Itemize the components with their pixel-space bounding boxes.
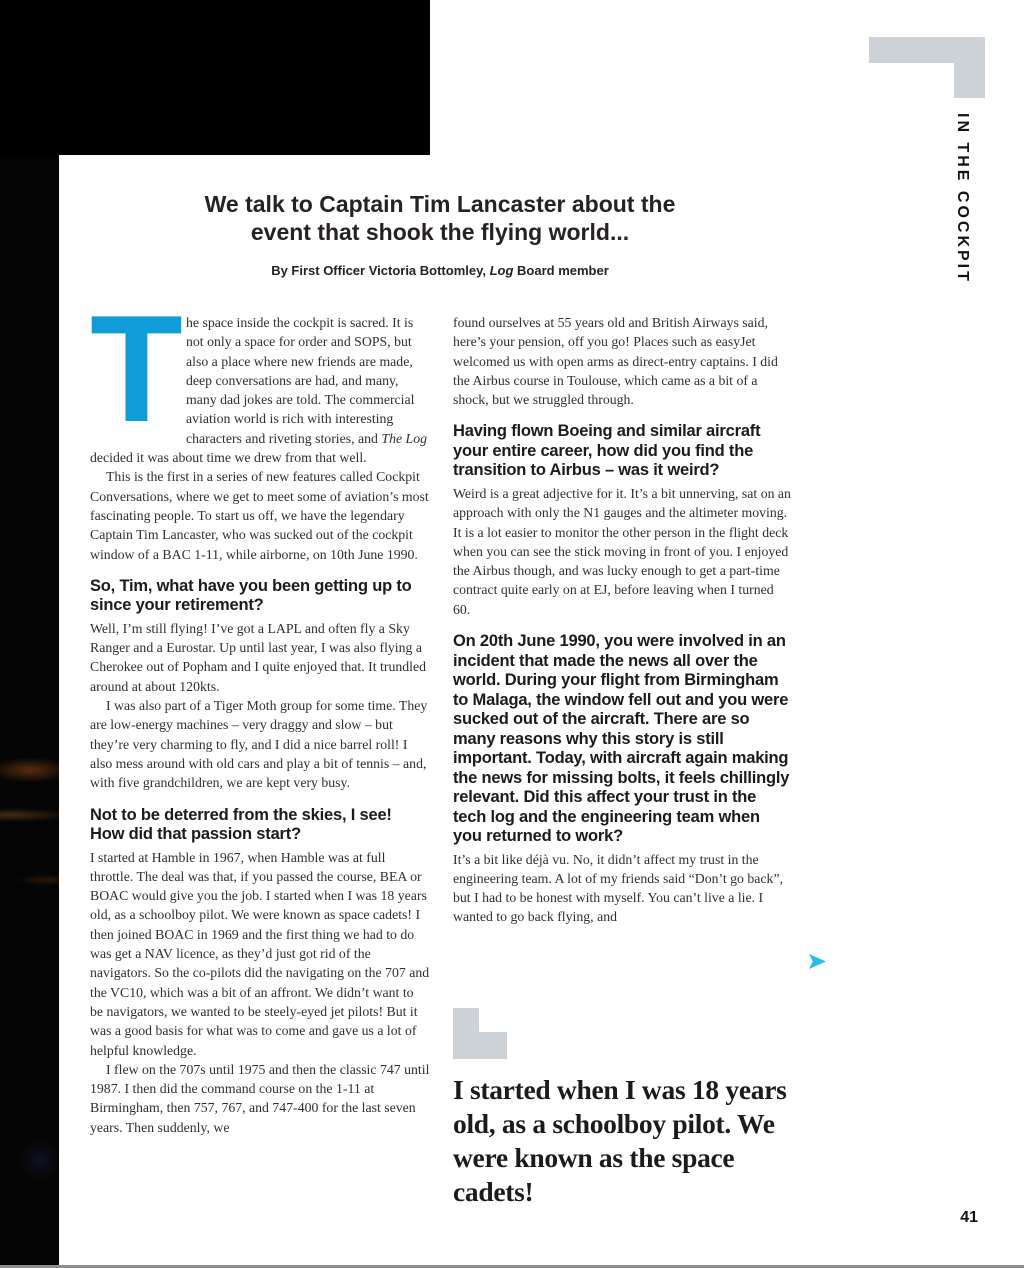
answer-2-paragraph-1: I started at Hamble in 1967, when Hamble was at full throttle. The deal was that, if you passed the course, BEA or BOAC would give you the job. I started when I was 18 years old, as a schoolboy pilot. We were known as space cadets! I then joined BOAC in 1969 and the first thing we had to do was get a NAV licence, as they’d just got rid of the navigators. So the co-pilots did the navigating on the 707 and the VC10, which was a bit of an affront. We didn’t want to be navigators, we wanted to be steely-eyed jet pilots! But it was a good basis for what was to come and gave us a lot of helpful knowledge. <box>90 849 430 1058</box>
answer-1-paragraph-1: Well, I’m still flying! I’ve got a LAPL and often fly a Sky Ranger and a Eurostar. Up until last year, I was also flying a Cherokee out of Popham and I quite enjoyed that. It trundled around at about 120kts. <box>90 620 427 694</box>
quote-mark-icon <box>453 1008 507 1059</box>
quote-mark-foot <box>479 1032 507 1059</box>
pullquote-text: I started when I was 18 years old, as a schoolboy pilot. We were known as the space cadets! <box>453 1074 787 1207</box>
cockpit-photo-top <box>0 0 430 155</box>
answer-2-continued-paragraph: found ourselves at 55 years old and British Airways said, here’s your pension, off you go! Places such as easyJet welcomed us with open arms as direct-entry captains. I did the Airbus course in Toulouse, which came as a bit of a shock, but we struggled through. <box>453 315 778 408</box>
intro-text-italic: The Log <box>381 430 428 446</box>
article-title-line2: event that shook the flying world... <box>250 219 630 245</box>
byline <box>90 263 790 278</box>
byline-prefix: By First Officer Victoria Bottomley, <box>271 263 490 278</box>
answer-1-paragraph-2: I was also part of a Tiger Moth group for some time. They are low-energy machines – very draggy and slow – but they’re very charming to fly, and I did a nice barrel roll! I also mess around with old cars and play a bit of tennis – and, with five grandchildren, we are kept very busy. <box>90 698 428 791</box>
question-3-heading: Having flown Boeing and similar aircraft your entire career, how did you find the transition to Airbus – was it weird? <box>453 422 761 480</box>
column-left <box>90 313 430 1137</box>
intro-text-b: decided it was about time we drew from that well. <box>90 450 367 466</box>
corner-deco-leg <box>954 63 985 98</box>
intro-paragraph <box>90 313 430 467</box>
intro-text-a: he space inside the cockpit is sacred. It is not only a space for order and SOPS, but also a place where new friends are made, deep conversations are had, and many, many dad jokes are told. The commercial aviation world is rich with interesting characters and riveting stories, and <box>186 315 415 446</box>
column-right <box>453 313 791 927</box>
answer-4-paragraph: It’s a bit like déjà vu. No, it didn’t affect my trust in the engineering team. A lot of my friends said “Don’t go back”, but I had to be honest with myself. You can’t live a lie. I wanted to go back flying, and <box>453 851 784 925</box>
continuation-arrow-icon <box>809 954 826 969</box>
page-number: 41 <box>960 1209 978 1226</box>
byline-publication: Log <box>489 263 514 278</box>
byline-suffix: Board member <box>513 263 609 278</box>
article-header <box>90 190 790 278</box>
answer-2-paragraph-2: I flew on the 707s until 1975 and then the classic 747 until 1987. I then did the command course on the 1-11 at Birmingham, then 757, 767, and 747-400 for the last seven years. Then suddenly, we <box>90 1061 430 1135</box>
article-title-line1: We talk to Captain Tim Lancaster about the <box>204 191 676 217</box>
corner-deco-bar <box>869 37 985 63</box>
intro-paragraph-2: This is the first in a series of new features called Cockpit Conversations, where we get to meet some of aviation’s most fascinating people. To start us off, we have the legendary Captain Tim Lancaster, who was sucked out of the cockpit window of a BAC 1-11, while airborne, on 10th June 1990. <box>90 469 429 562</box>
cockpit-photo-left-strip <box>0 0 59 1268</box>
question-1-heading: So, Tim, what have you been getting up to since your retirement? <box>90 576 412 615</box>
section-label-vertical: IN THE COCKPIT <box>954 113 971 284</box>
quote-mark-vertical <box>453 1008 479 1059</box>
question-4-heading: On 20th June 1990, you were involved in an incident that made the news all over the world. During your flight from Birmingham to Malaga, the window fell out and you were sucked out of the aircraft. There are so many reasons why this story is still important. Today, with aircraft again making the news for missing bolts, it feels chillingly relevant. Did this affect your trust in the tech log and the engineering team when you returned to work? <box>453 632 790 846</box>
answer-3-paragraph: Weird is a great adjective for it. It’s a bit unnerving, sat on an approach with only the N1 gauges and the altimeter moving. It is a lot easier to monitor the other person in the flight deck when you can see the stick moving in front of you. I enjoyed the Airbus though, and was lucky enough to get a part-time contract quite early on at EJ, before leaving when I turned 60. <box>453 485 791 617</box>
article-title <box>90 190 790 246</box>
pullquote-block <box>453 1008 798 1209</box>
corner-quote-deco-top <box>869 37 985 98</box>
dropcap-letter: T <box>90 313 183 447</box>
question-2-heading: Not to be deterred from the skies, I see! How did that passion start? <box>90 805 392 844</box>
